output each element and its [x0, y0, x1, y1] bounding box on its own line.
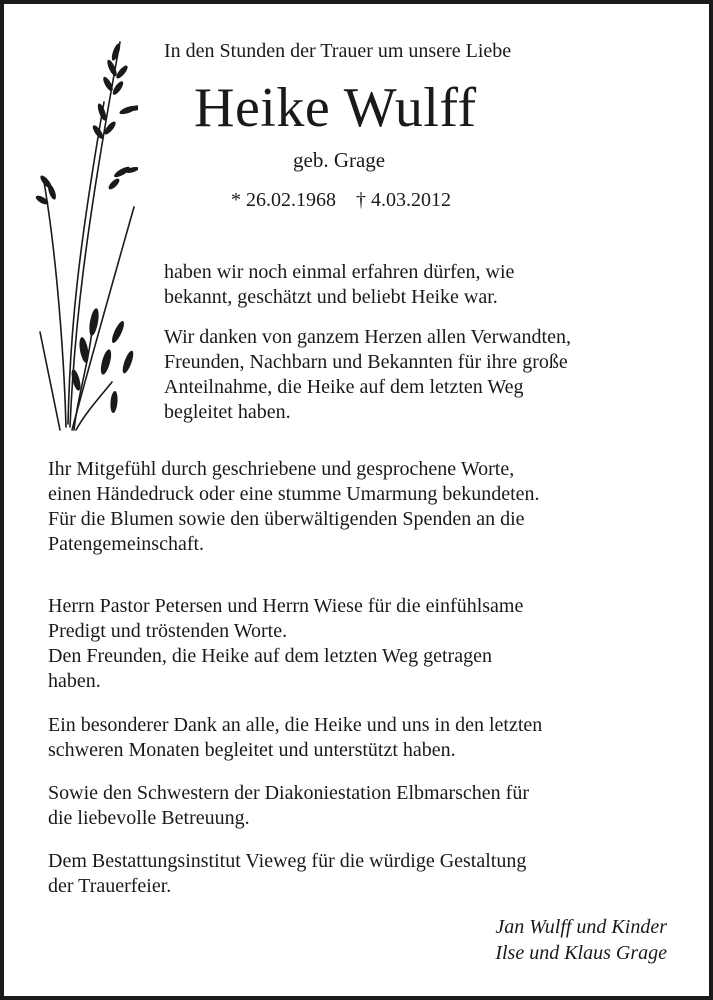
text-line: schweren Monaten begleitet und unterstützt haben. [48, 739, 456, 761]
text-line: Für die Blumen sowie den überwältigenden Spenden an die [48, 508, 525, 530]
text-line: haben. [48, 670, 101, 692]
paragraph-thanks-relatives [164, 325, 571, 425]
text-line: Den Freunden, die Heike auf dem letzten Weg getragen [48, 645, 492, 667]
paragraph-sympathy [48, 457, 540, 557]
text-line: der Trauerfeier. [48, 875, 172, 897]
text-line: Wir danken von ganzem Herzen allen Verwandten, [164, 326, 571, 348]
text-line: bekannt, geschätzt und beliebt Heike war. [164, 286, 498, 308]
signature-line: Jan Wulff und Kinder [495, 916, 667, 938]
death-date: † 4.03.2012 [356, 189, 451, 211]
text-line: haben wir noch einmal erfahren dürfen, wie [164, 261, 515, 283]
paragraph-nurses [48, 781, 529, 831]
text-line: Freunden, Nachbarn und Bekannten für ihre große [164, 351, 568, 373]
text-line: Herrn Pastor Petersen und Herrn Wiese für die einfühlsame [48, 595, 524, 617]
text-line: die liebevolle Betreuung. [48, 807, 250, 829]
text-line: Sowie den Schwestern der Diakoniestation Elbmarschen für [48, 782, 529, 804]
intro-line: In den Stunden der Trauer um unsere Liebe [164, 40, 512, 62]
text-line: Anteilnahme, die Heike auf dem letzten Weg [164, 376, 524, 398]
birth-name: geb. Grage [293, 148, 386, 172]
life-dates [231, 189, 451, 212]
text-line: Patengemeinschaft. [48, 533, 205, 555]
grass-ears-illustration [30, 32, 138, 432]
text-line: einen Händedruck oder eine stumme Umarmung bekundeten. [48, 483, 540, 505]
paragraph-pastor [48, 594, 523, 694]
text-line: Ein besonderer Dank an alle, die Heike und uns in den letzten [48, 714, 543, 736]
signature-line: Ilse und Klaus Grage [495, 942, 667, 964]
deceased-name: Heike Wulff [194, 77, 477, 139]
text-line: Ihr Mitgefühl durch geschriebene und gesprochene Worte, [48, 458, 515, 480]
paragraph-funeral-home [48, 849, 526, 899]
text-line: Dem Bestattungsinstitut Vieweg für die würdige Gestaltung [48, 850, 527, 872]
text-line: Predigt und tröstenden Worte. [48, 620, 288, 642]
paragraph-special-thanks [48, 713, 542, 763]
signature [495, 914, 667, 966]
paragraph-experience [164, 260, 514, 310]
text-line: begleitet haben. [164, 401, 291, 423]
birth-date: * 26.02.1968 [231, 189, 336, 211]
